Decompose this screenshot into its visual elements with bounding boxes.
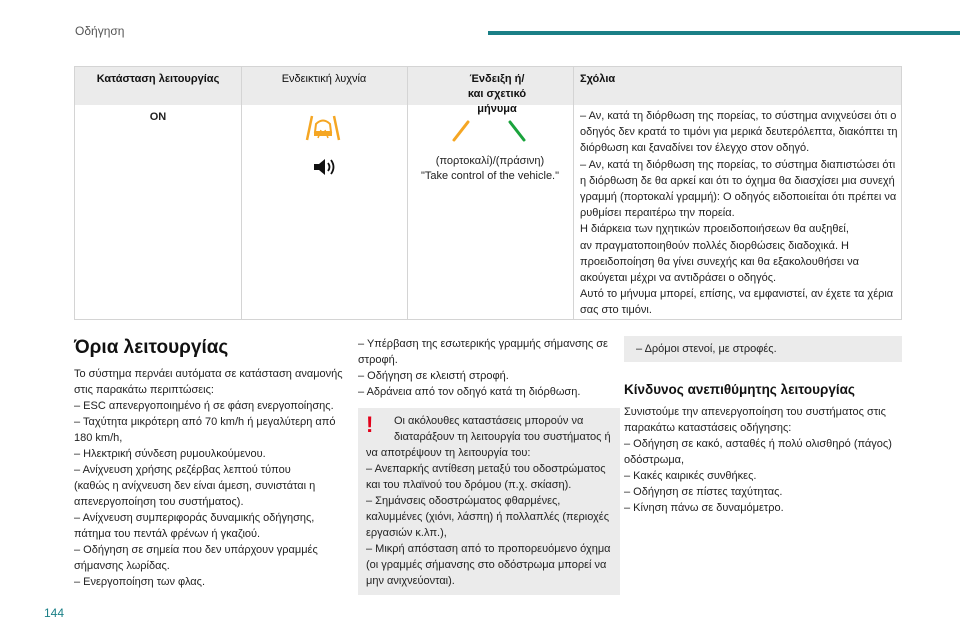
status-table bbox=[74, 66, 902, 320]
table-divider bbox=[407, 67, 408, 319]
warning-line: και του πλαϊνού του δρόμου (π.χ. σκίαση). bbox=[366, 479, 572, 491]
table-divider bbox=[573, 67, 574, 319]
comment-line: προειδοποίηση θα γίνει συνεχής και θα εξακολουθήσει να bbox=[580, 255, 859, 268]
comment-line: αν πραγματοποιηθούν πολλές διορθώσεις διαδοχικά. Η bbox=[580, 239, 850, 252]
text-line: – Οδήγηση σε πίστες ταχύτητας. bbox=[624, 486, 783, 498]
text-line: στροφή. bbox=[358, 354, 398, 366]
orange-lane-line-icon bbox=[454, 122, 468, 140]
warning-line: διαταράξουν τη λειτουργία του συστήματος ή bbox=[394, 431, 611, 443]
text-line: – Οδήγηση σε κλειστή στροφή. bbox=[358, 370, 509, 382]
comment-line: Αυτό το μήνυμα μπορεί, επίσης, να εμφανιστεί, αν έχετε τα χέρια bbox=[580, 288, 894, 301]
warning-line: καλυμμένες (χιόνι, λάσπη) ή πολλαπλές (περιοχές bbox=[366, 511, 609, 523]
lane-lines-icons bbox=[450, 119, 532, 143]
warning-line: εργασιών κ.λπ.), bbox=[366, 527, 447, 539]
header-accent-bar bbox=[488, 31, 960, 35]
comments-cell bbox=[580, 108, 898, 319]
text-line: – ESC απενεργοποιημένο ή σε φάση ενεργοποίησης. bbox=[74, 400, 334, 412]
warning-line: – Ανεπαρκής αντίθεση μεταξύ του οδοστρώματος bbox=[366, 463, 606, 475]
col-header-indicator: Ενδεικτική λυχνία bbox=[281, 73, 367, 85]
col-header-comments: Σχόλια bbox=[580, 73, 616, 85]
warning-line: μην ανιχνεύονται). bbox=[366, 575, 455, 587]
text-line: – Αδράνεια από τον οδηγό κατά τη διόρθωση. bbox=[358, 386, 581, 398]
limits-column-1 bbox=[74, 336, 343, 590]
text-line: – Ανίχνευση συμπεριφοράς δυναμικής οδήγησης, bbox=[74, 512, 315, 524]
text-line: – Κακές καιρικές συνθήκες. bbox=[624, 470, 757, 482]
table-header bbox=[75, 67, 901, 115]
text-line: παρακάτω καταστάσεις οδήγησης: bbox=[624, 422, 792, 434]
narrow-roads-box: – Δρόμοι στενοί, με στροφές. bbox=[624, 336, 902, 362]
comment-line: οδηγός δεν κρατά το τιμόνι για μερικά δευτερόλεπτα, διακόπτει τη bbox=[580, 126, 898, 139]
message-cell bbox=[407, 154, 573, 184]
warning-line: (οι γραμμές σήμανσης στο οδόστρωμα μπορεί να bbox=[366, 559, 607, 571]
page-number: 144 bbox=[44, 606, 65, 620]
warning-exclamation-icon: ! bbox=[366, 412, 374, 437]
col-header-message: Ένδειξη ή/και σχετικό μήνυμα bbox=[467, 73, 527, 115]
comment-line: η διόρθωση δε θα αρκεί και ότι το όχημα θα διασχίσει μια συνεχή bbox=[580, 174, 895, 187]
message-text: "Take control of the vehicle." bbox=[420, 170, 560, 182]
text-line: (καθώς η ανίχνευση δεν είναι άμεση, συνιστάται η bbox=[74, 480, 316, 492]
text-line: οδόστρωμα, bbox=[624, 454, 685, 466]
text-line: απενεργοποίηση του συστήματος). bbox=[74, 496, 244, 508]
text-line: – Οδήγηση σε κακό, ασταθές ή πολύ ολισθηρό (πάγος) bbox=[624, 438, 892, 450]
text-line: – Ηλεκτρική σύνδεση ρυμουλκούμενου. bbox=[74, 448, 266, 460]
speaker-icon bbox=[311, 155, 337, 179]
text-line: Συνιστούμε την απενεργοποίηση του συστήματος στις bbox=[624, 406, 886, 418]
warning-line: Οι ακόλουθες καταστάσεις μπορούν να bbox=[394, 415, 584, 427]
comment-line: σας στο τιμόνι. bbox=[580, 304, 652, 317]
table-divider bbox=[241, 67, 242, 319]
comment-line: – Αν, κατά τη διόρθωση της πορείας, το σύστημα ανιχνεύσει ότι ο bbox=[580, 110, 897, 122]
risk-title: Κίνδυνος ανεπιθύμητης λειτουργίας bbox=[624, 382, 855, 397]
text-line: – Ενεργοποίηση των φλας. bbox=[74, 576, 206, 588]
text-line: σήμανσης λωρίδας. bbox=[74, 560, 170, 572]
comment-line: ακούγεται μέχρι να αντιδράσει ο οδηγός. bbox=[580, 272, 777, 285]
header-title: Οδήγηση bbox=[75, 24, 125, 38]
comment-line: γραμμή (πορτοκαλί γραμμή): Ο οδηγός ειδοποιείται ότι πρέπει να bbox=[580, 191, 897, 204]
comment-line: ρυθμίσει περαιτέρω την πορεία. bbox=[580, 207, 735, 220]
text-line: 180 km/h, bbox=[74, 432, 123, 444]
state-value: ON bbox=[149, 111, 167, 123]
text-line: στις παρακάτω περιπτώσεις: bbox=[74, 384, 214, 396]
warning-line: – Σημάνσεις οδοστρώματος φθαρμένες, bbox=[366, 495, 561, 507]
lane-keep-warning-icon bbox=[305, 112, 341, 142]
warning-line: – Μικρή απόσταση από το προπορευόμενο όχημα bbox=[366, 543, 611, 555]
text-line: – Κίνηση πάνω σε δυναμόμετρο. bbox=[624, 502, 784, 514]
text-line: – Υπέρβαση της εσωτερικής γραμμής σήμανσης σε bbox=[358, 338, 608, 350]
text-line: Το σύστημα περνάει αυτόματα σε κατάσταση αναμονής bbox=[74, 368, 343, 380]
comment-line: Η διάρκεια των ηχητικών προειδοποιήσεων θα αυξηθεί, bbox=[580, 223, 849, 236]
col-header-state: Κατάσταση λειτουργίας bbox=[96, 73, 220, 85]
comment-line: διόρθωση και ξαναδίνει τον έλεγχο στον οδηγό. bbox=[580, 142, 810, 155]
green-lane-line-icon bbox=[510, 122, 524, 140]
text-line: πάτημα του πεντάλ φρένων ή γκαζιού. bbox=[74, 528, 261, 540]
warning-box bbox=[358, 408, 620, 595]
message-colors: (πορτοκαλί)/(πράσινη) bbox=[435, 155, 545, 167]
comment-line: – Αν, κατά τη διόρθωση της πορείας, το σύστημα διαπιστώσει ότι bbox=[580, 158, 896, 171]
limits-column-3 bbox=[624, 336, 902, 516]
text-line: – Οδήγηση σε σημεία που δεν υπάρχουν γραμμές bbox=[74, 544, 318, 556]
text-line: – Ταχύτητα μικρότερη από 70 km/h ή μεγαλύτερη από bbox=[74, 416, 336, 428]
limits-title: Όρια λειτουργίας bbox=[74, 337, 229, 358]
text-line: – Ανίχνευση χρήσης ρεζέρβας λεπτού τύπου bbox=[74, 464, 291, 476]
limits-column-2 bbox=[358, 336, 618, 595]
warning-line: να αποτρέψουν τη λειτουργία του: bbox=[366, 447, 531, 459]
